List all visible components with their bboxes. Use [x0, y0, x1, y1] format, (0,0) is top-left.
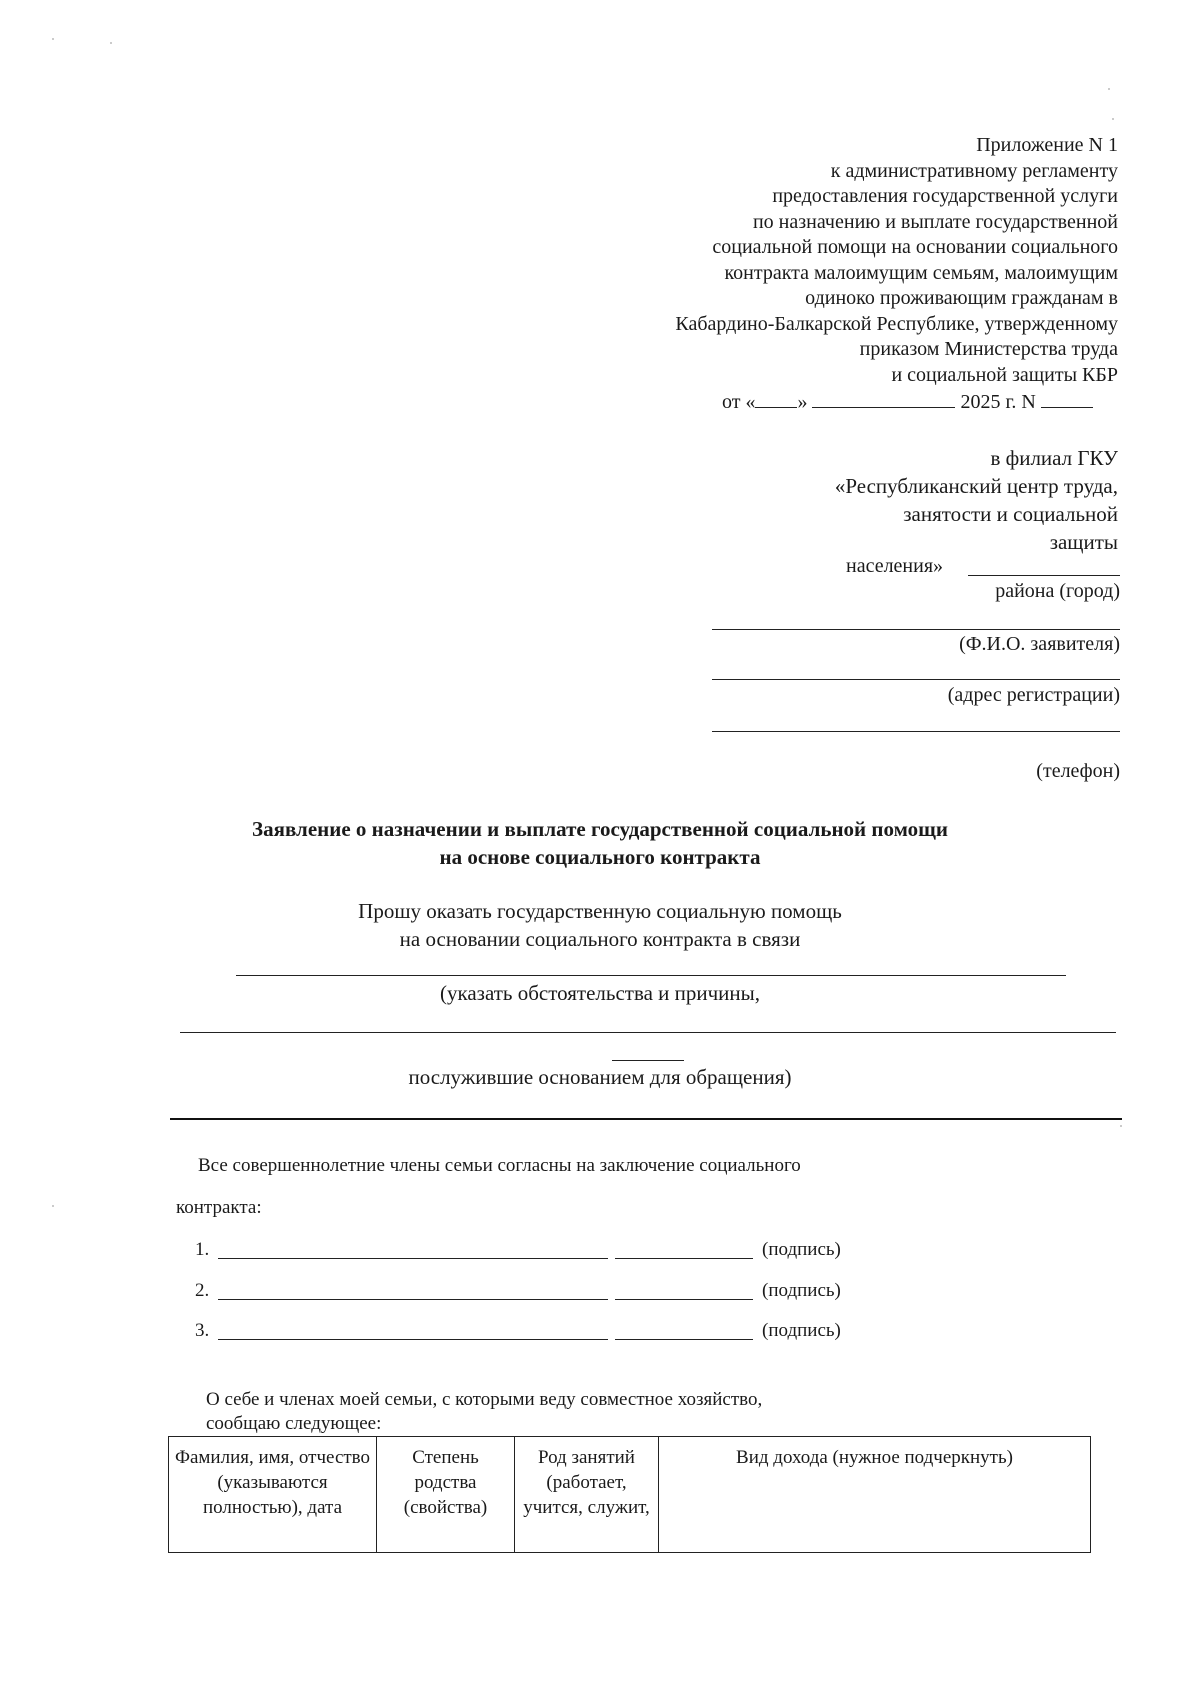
appendix-line: контракта малоимущим семьям, малоимущим: [724, 262, 1118, 284]
population-label: населения»: [846, 555, 944, 577]
addressee-block: [598, 444, 1118, 554]
reason-short-blank: [612, 1060, 684, 1061]
request-line: на основании социального контракта в связи: [399, 927, 801, 951]
addressee-line: занятости и социальной: [903, 502, 1118, 526]
date-day-blank: [755, 391, 797, 408]
request-text: [150, 897, 1050, 953]
scan-speck: [52, 1205, 54, 1207]
appendix-line: приказом Министерства труда: [859, 338, 1118, 360]
scan-speck: [1120, 1125, 1122, 1127]
member-signature-blank: [615, 1299, 753, 1300]
scan-speck: [1108, 88, 1110, 90]
reason-blank: [180, 1032, 1116, 1033]
addressee-line: защиты: [1049, 530, 1118, 554]
addressee-line: «Республиканский центр труда,: [834, 474, 1118, 498]
date-month-blank: [812, 391, 955, 408]
signature-number: 2.: [195, 1280, 210, 1301]
appendix-line: одиноко проживающим гражданам в: [805, 287, 1118, 309]
date-prefix: от «: [722, 391, 756, 413]
signature-label: (подпись): [762, 1320, 841, 1341]
appendix-line: к административному регламенту: [830, 160, 1118, 182]
appendix-date-line: [722, 391, 1122, 419]
document-title: [150, 815, 1050, 871]
member-name-blank: [218, 1258, 608, 1259]
signature-number: 3.: [195, 1320, 210, 1341]
district-blank: [968, 575, 1120, 576]
appendix-header: [498, 134, 1118, 414]
appendix-line: и социальной защиты КБР: [891, 364, 1118, 386]
address-blank: [712, 679, 1120, 680]
signature-number: 1.: [195, 1239, 210, 1260]
signature-row: [195, 1320, 875, 1346]
appendix-line: предоставления государственной услуги: [772, 185, 1118, 207]
signature-label: (подпись): [762, 1280, 841, 1301]
request-line: Прошу оказать государственную социальную помощь: [358, 899, 842, 923]
appendix-line: Кабардино-Балкарской Республике, утвержденному: [675, 313, 1118, 335]
date-mid: »: [797, 391, 808, 413]
fio-blank: [712, 629, 1120, 630]
title-line: Заявление о назначении и выплате государственной социальной помощи: [252, 817, 948, 841]
date-year: 2025 г. N: [960, 391, 1036, 413]
member-name-blank: [218, 1339, 608, 1340]
phone-blank: [712, 731, 1120, 732]
scan-speck: [110, 42, 112, 44]
family-intro: О себе и членах моей семьи, с которыми веду совместное хозяйство,: [206, 1389, 763, 1410]
district-caption: района (город): [995, 580, 1120, 602]
column-header-income-type: Вид дохода (нужное подчеркнуть): [659, 1437, 1091, 1553]
reason-caption: (указать обстоятельства и причины,: [439, 981, 761, 1005]
title-line: на основе социального контракта: [439, 845, 761, 869]
appendix-line: социальной помощи на основании социального: [712, 236, 1118, 258]
address-caption: (адрес регистрации): [947, 684, 1120, 706]
fio-caption: (Ф.И.О. заявителя): [959, 633, 1120, 655]
member-signature-blank: [615, 1339, 753, 1340]
appendix-line: по назначению и выплате государственной: [752, 211, 1118, 233]
addressee-line: в филиал ГКУ: [990, 446, 1118, 470]
scan-speck: [1112, 118, 1114, 120]
member-name-blank: [218, 1299, 608, 1300]
table-header-row: [169, 1437, 1091, 1553]
reason-blank: [236, 975, 1066, 976]
column-header-name: Фамилия, имя, отчество (указываются полностью), дата: [169, 1437, 377, 1553]
family-table: [168, 1436, 1091, 1553]
signature-label: (подпись): [762, 1239, 841, 1260]
reason-heavy-line: [170, 1118, 1122, 1120]
appendix-line: Приложение N 1: [976, 134, 1118, 156]
member-signature-blank: [615, 1258, 753, 1259]
phone-caption: (телефон): [1036, 760, 1120, 782]
scan-speck: [52, 38, 54, 40]
column-header-occupation: Род занятий (работает, учится, служит,: [515, 1437, 659, 1553]
signature-row: [195, 1239, 875, 1265]
column-header-relation: Степень родства (свойства): [377, 1437, 515, 1553]
consent-text: контракта:: [176, 1197, 262, 1218]
family-intro: сообщаю следующее:: [206, 1413, 382, 1434]
consent-text: Все совершеннолетние члены семьи согласны на заключение социального: [198, 1155, 801, 1176]
date-number-blank: [1041, 391, 1093, 408]
signature-row: [195, 1280, 875, 1306]
reason-caption: послужившие основанием для обращения): [408, 1065, 792, 1089]
